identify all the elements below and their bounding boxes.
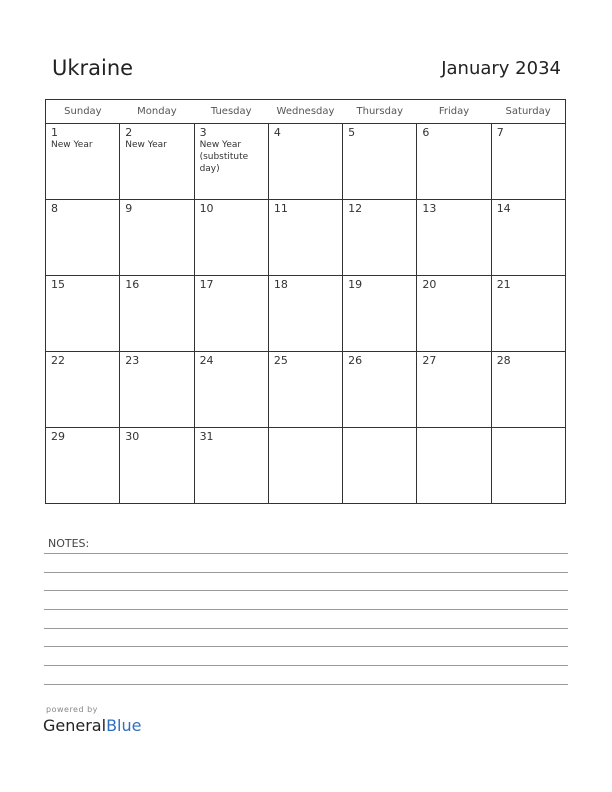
day-number: 16: [125, 278, 140, 291]
calendar-day-cell: [417, 200, 491, 276]
day-number: 13: [422, 202, 437, 215]
calendar-week-row: [46, 124, 566, 200]
calendar-day-cell: [417, 428, 491, 504]
day-number: 14: [496, 202, 511, 215]
day-number: 12: [348, 202, 363, 215]
day-number: 30: [125, 430, 140, 443]
day-number: 6: [422, 126, 430, 139]
calendar-day-cell: [491, 124, 565, 200]
holiday-label: New Year (substitute day): [199, 140, 249, 174]
calendar-day-cell: [491, 352, 565, 428]
calendar-day-cell: [343, 352, 417, 428]
note-line: [44, 646, 568, 647]
day-number: 2: [125, 126, 133, 139]
calendar-day-cell: [194, 352, 268, 428]
calendar-day-cell: [46, 200, 120, 276]
calendar-day-cell: [268, 428, 342, 504]
calendar-day-cell: [194, 124, 268, 200]
day-number: 20: [422, 278, 437, 291]
weekday-header: Sunday: [46, 100, 120, 124]
calendar-day-cell: [343, 428, 417, 504]
calendar-day-cell: [120, 428, 194, 504]
day-number: 7: [496, 126, 504, 139]
calendar-week-row: [46, 276, 566, 352]
note-line: [44, 609, 568, 610]
calendar-day-cell: [120, 124, 194, 200]
day-number: 23: [125, 354, 140, 367]
day-number: 4: [273, 126, 281, 139]
calendar-week-row: [46, 428, 566, 504]
calendar-day-cell: [194, 276, 268, 352]
day-number: 25: [273, 354, 288, 367]
calendar-day-cell: [194, 428, 268, 504]
note-line: [44, 628, 568, 629]
calendar-week-row: [46, 352, 566, 428]
weekday-header: Thursday: [343, 100, 417, 124]
month-year-title: January 2034: [441, 58, 561, 79]
note-line: [44, 684, 568, 685]
calendar-day-cell: [417, 124, 491, 200]
day-number: 11: [273, 202, 288, 215]
calendar-day-cell: [417, 276, 491, 352]
day-number: 27: [422, 354, 437, 367]
calendar-day-cell: [194, 200, 268, 276]
day-number: 18: [273, 278, 288, 291]
weekday-header: Tuesday: [194, 100, 268, 124]
day-number: 3: [199, 126, 207, 139]
calendar-day-cell: [268, 200, 342, 276]
weekday-header: Wednesday: [268, 100, 342, 124]
day-number: 1: [51, 126, 58, 139]
day-number: 5: [348, 126, 356, 139]
calendar-day-cell: [417, 352, 491, 428]
weekday-header: Saturday: [491, 100, 565, 124]
brand-blue-text: Blue: [106, 716, 142, 735]
holiday-label: New Year: [125, 140, 167, 150]
note-line: [44, 590, 568, 591]
calendar-day-cell: [491, 200, 565, 276]
calendar-day-cell: [268, 124, 342, 200]
calendar-day-cell: [491, 428, 565, 504]
country-title: Ukraine: [52, 56, 134, 80]
calendar-day-cell: [343, 200, 417, 276]
brand-general-text: General: [43, 716, 107, 735]
day-number: 31: [199, 430, 214, 443]
calendar-day-cell: [46, 428, 120, 504]
calendar-grid: [45, 99, 566, 504]
day-number: 19: [348, 278, 363, 291]
day-number: 22: [51, 354, 65, 367]
calendar-day-cell: [268, 276, 342, 352]
note-line: [44, 553, 568, 554]
note-line: [44, 572, 568, 573]
calendar-day-cell: [46, 124, 120, 200]
brand-logo: [43, 716, 141, 735]
holiday-label: New Year: [51, 140, 93, 150]
day-number: 28: [496, 354, 511, 367]
calendar-day-cell: [46, 352, 120, 428]
day-number: 15: [51, 278, 65, 291]
weekday-header-row: [46, 100, 566, 124]
calendar-day-cell: [343, 124, 417, 200]
notes-label: NOTES:: [48, 537, 90, 550]
calendar-day-cell: [46, 276, 120, 352]
day-number: 26: [348, 354, 363, 367]
day-number: 21: [496, 278, 511, 291]
calendar-day-cell: [120, 352, 194, 428]
calendar-day-cell: [120, 276, 194, 352]
day-number: 24: [199, 354, 214, 367]
day-number: 17: [199, 278, 214, 291]
note-line: [44, 665, 568, 666]
powered-by-text: powered by: [46, 705, 98, 714]
day-number: 29: [51, 430, 65, 443]
calendar-day-cell: [491, 276, 565, 352]
weekday-header: Friday: [417, 100, 491, 124]
calendar-day-cell: [343, 276, 417, 352]
weekday-header: Monday: [120, 100, 194, 124]
day-number: 9: [125, 202, 133, 215]
calendar-week-row: [46, 200, 566, 276]
day-number: 8: [51, 202, 58, 215]
day-number: 10: [199, 202, 214, 215]
calendar-day-cell: [268, 352, 342, 428]
calendar-day-cell: [120, 200, 194, 276]
